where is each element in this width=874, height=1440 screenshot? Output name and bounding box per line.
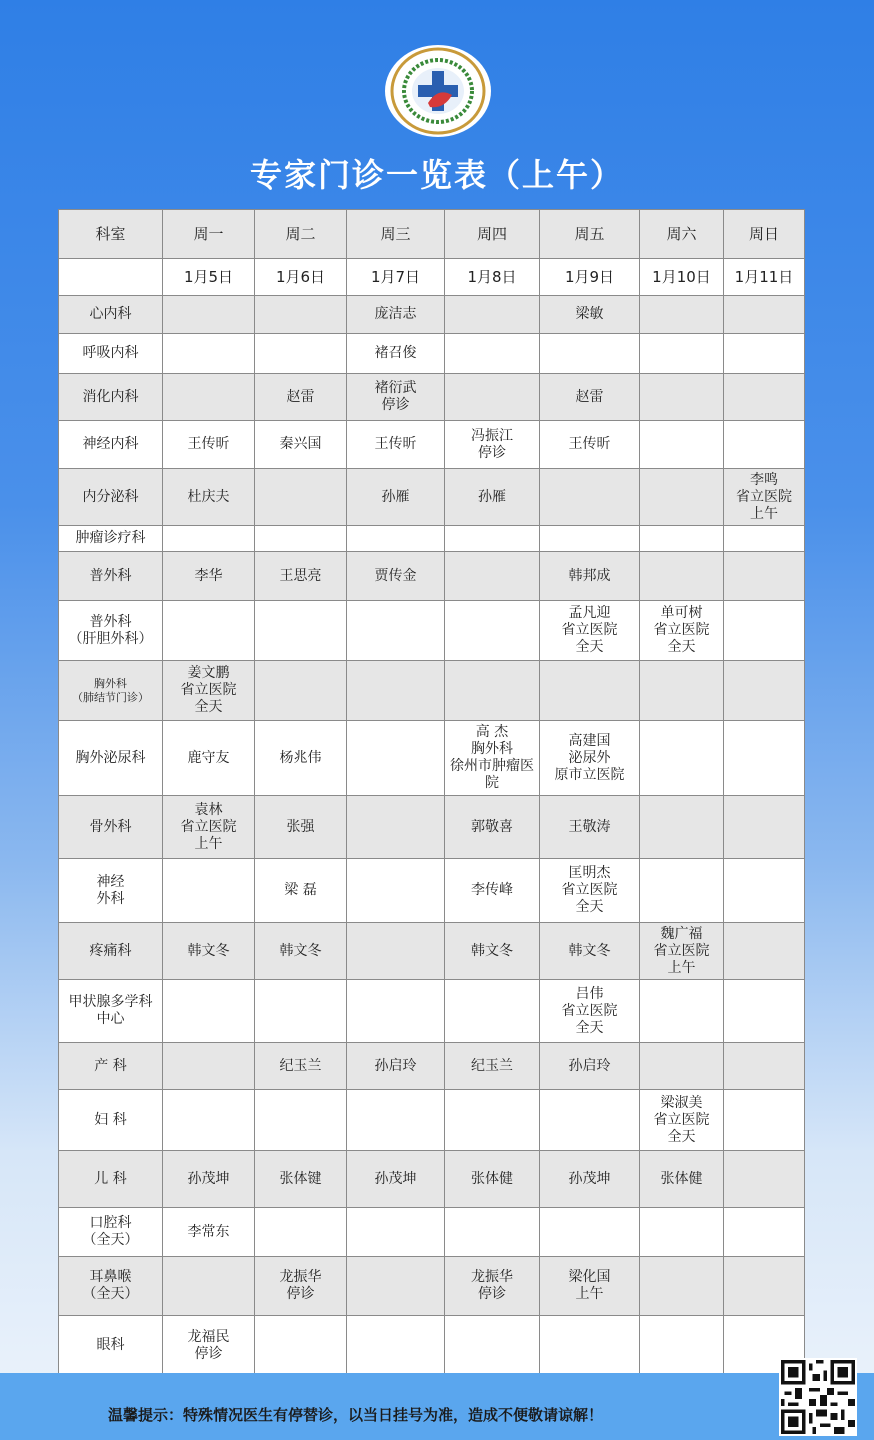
header-cell: 周一: [163, 210, 255, 259]
schedule-cell: 李华: [163, 552, 255, 601]
schedule-cell: [640, 661, 724, 721]
schedule-cell: 韩文冬: [163, 923, 255, 980]
schedule-cell: [640, 1043, 724, 1090]
schedule-cell: 王传昕: [347, 421, 445, 469]
schedule-cell: 韩文冬: [445, 923, 540, 980]
table-row: [59, 1208, 805, 1257]
schedule-cell: 王传昕: [540, 421, 640, 469]
schedule-cell: [724, 552, 805, 601]
schedule-cell: [255, 1090, 347, 1151]
dept-cell: 胸外科 （肺结节门诊）: [59, 661, 163, 721]
schedule-cell: 孟凡迎 省立医院 全天: [540, 601, 640, 661]
schedule-cell: 孙雁: [347, 469, 445, 526]
date-cell: 1月11日: [724, 259, 805, 296]
schedule-cell: [724, 859, 805, 923]
table-row: [59, 1090, 805, 1151]
schedule-cell: 姜文鹏 省立医院 全天: [163, 661, 255, 721]
schedule-cell: [445, 526, 540, 552]
schedule-cell: [640, 552, 724, 601]
schedule-cell: [724, 1208, 805, 1257]
table-row: [59, 721, 805, 796]
schedule-cell: 孙茂坤: [540, 1151, 640, 1208]
schedule-cell: [540, 526, 640, 552]
schedule-cell: 贾传金: [347, 552, 445, 601]
dept-cell: 神经内科: [59, 421, 163, 469]
schedule-cell: [255, 1208, 347, 1257]
qr-code: [779, 1358, 857, 1436]
schedule-cell: [445, 1090, 540, 1151]
schedule-cell: 吕伟 省立医院 全天: [540, 980, 640, 1043]
schedule-cell: [724, 334, 805, 374]
schedule-cell: [640, 859, 724, 923]
schedule-cell: [163, 601, 255, 661]
schedule-cell: 魏广福 省立医院 上午: [640, 923, 724, 980]
table-row: [59, 796, 805, 859]
schedule-cell: [640, 421, 724, 469]
schedule-cell: [163, 1090, 255, 1151]
dept-cell: 神经 外科: [59, 859, 163, 923]
dept-cell: 妇 科: [59, 1090, 163, 1151]
schedule-cell: 秦兴国: [255, 421, 347, 469]
schedule-cell: [724, 421, 805, 469]
schedule-cell: 孙启玲: [540, 1043, 640, 1090]
schedule-cell: [640, 980, 724, 1043]
schedule-cell: 韩文冬: [255, 923, 347, 980]
schedule-cell: [724, 601, 805, 661]
schedule-cell: 梁敏: [540, 296, 640, 334]
schedule-cell: 孙茂坤: [347, 1151, 445, 1208]
schedule-cell: 赵雷: [540, 374, 640, 421]
schedule-cell: [640, 1208, 724, 1257]
schedule-cell: [347, 859, 445, 923]
schedule-table: [58, 209, 805, 1376]
schedule-cell: [255, 1316, 347, 1376]
schedule-cell: [724, 374, 805, 421]
dept-cell: 消化内科: [59, 374, 163, 421]
schedule-cell: 褚衍武 停诊: [347, 374, 445, 421]
schedule-cell: [724, 661, 805, 721]
schedule-cell: [347, 601, 445, 661]
schedule-cell: 郭敬喜: [445, 796, 540, 859]
schedule-cell: 李鸣 省立医院 上午: [724, 469, 805, 526]
dept-cell: 呼吸内科: [59, 334, 163, 374]
schedule-cell: 李传峰: [445, 859, 540, 923]
schedule-cell: 王敬涛: [540, 796, 640, 859]
header-cell: 周五: [540, 210, 640, 259]
hospital-logo: [385, 45, 491, 137]
schedule-cell: [445, 980, 540, 1043]
schedule-cell: [163, 980, 255, 1043]
table-row: [59, 1043, 805, 1090]
date-cell: 1月7日: [347, 259, 445, 296]
schedule-cell: 张体键: [255, 1151, 347, 1208]
schedule-cell: [724, 721, 805, 796]
schedule-cell: [347, 1090, 445, 1151]
schedule-cell: 赵雷: [255, 374, 347, 421]
schedule-cell: [540, 661, 640, 721]
schedule-cell: [724, 1257, 805, 1316]
dept-cell: 普外科: [59, 552, 163, 601]
schedule-cell: [163, 526, 255, 552]
schedule-cell: [640, 721, 724, 796]
date-cell: 1月9日: [540, 259, 640, 296]
schedule-cell: [724, 980, 805, 1043]
schedule-cell: [540, 1090, 640, 1151]
schedule-cell: [724, 796, 805, 859]
header-cell: 周三: [347, 210, 445, 259]
table-row: [59, 469, 805, 526]
schedule-cell: [640, 374, 724, 421]
schedule-cell: [640, 296, 724, 334]
schedule-cell: [347, 526, 445, 552]
schedule-cell: 袁林 省立医院 上午: [163, 796, 255, 859]
table-row: [59, 374, 805, 421]
date-cell: 1月8日: [445, 259, 540, 296]
schedule-cell: 龙振华 停诊: [255, 1257, 347, 1316]
table-row: [59, 859, 805, 923]
table-date-row: [59, 259, 805, 296]
hospital-logo-icon: [390, 47, 486, 135]
dept-cell: 耳鼻喉 （全天）: [59, 1257, 163, 1316]
dept-cell: 儿 科: [59, 1151, 163, 1208]
schedule-cell: [163, 334, 255, 374]
header-cell: 周二: [255, 210, 347, 259]
dept-cell: 眼科: [59, 1316, 163, 1376]
schedule-cell: 杨兆伟: [255, 721, 347, 796]
schedule-cell: [445, 601, 540, 661]
schedule-cell: 梁淑美 省立医院 全天: [640, 1090, 724, 1151]
schedule-cell: [640, 1257, 724, 1316]
schedule-cell: 李常东: [163, 1208, 255, 1257]
schedule-cell: [347, 1257, 445, 1316]
schedule-cell: [347, 796, 445, 859]
table-row: [59, 601, 805, 661]
table-row: [59, 1257, 805, 1316]
schedule-cell: [347, 1208, 445, 1257]
schedule-cell: [724, 923, 805, 980]
schedule-cell: [724, 1043, 805, 1090]
schedule-cell: 纪玉兰: [255, 1043, 347, 1090]
table-row: [59, 421, 805, 469]
schedule-cell: [724, 296, 805, 334]
schedule-cell: [255, 980, 347, 1043]
dept-cell: 口腔科 （全天）: [59, 1208, 163, 1257]
schedule-cell: 匡明杰 省立医院 全天: [540, 859, 640, 923]
schedule-cell: [347, 923, 445, 980]
schedule-cell: [255, 601, 347, 661]
header-cell: 周日: [724, 210, 805, 259]
date-cell: 1月10日: [640, 259, 724, 296]
schedule-cell: 褚召俊: [347, 334, 445, 374]
schedule-cell: 孙茂坤: [163, 1151, 255, 1208]
table-header-row: [59, 210, 805, 259]
dept-cell: 胸外泌尿科: [59, 721, 163, 796]
schedule-cell: 鹿守友: [163, 721, 255, 796]
schedule-cell: 孙雁: [445, 469, 540, 526]
schedule-cell: [163, 296, 255, 334]
dept-cell: 肿瘤诊疗科: [59, 526, 163, 552]
schedule-cell: [640, 469, 724, 526]
schedule-cell: [347, 980, 445, 1043]
schedule-cell: [724, 526, 805, 552]
schedule-cell: 高建国 泌尿外 原市立医院: [540, 721, 640, 796]
date-cell: 1月5日: [163, 259, 255, 296]
schedule-cell: 张体健: [640, 1151, 724, 1208]
dept-cell: 疼痛科: [59, 923, 163, 980]
table-row: [59, 980, 805, 1043]
schedule-cell: [540, 1208, 640, 1257]
schedule-cell: 冯振江 停诊: [445, 421, 540, 469]
dept-cell: 骨外科: [59, 796, 163, 859]
schedule-cell: [163, 859, 255, 923]
table-row: [59, 661, 805, 721]
table-row: [59, 1151, 805, 1208]
schedule-cell: [445, 296, 540, 334]
schedule-cell: [540, 334, 640, 374]
schedule-cell: [445, 374, 540, 421]
table-row: [59, 334, 805, 374]
schedule-cell: 王传昕: [163, 421, 255, 469]
table-row: [59, 1316, 805, 1376]
schedule-cell: [347, 661, 445, 721]
schedule-cell: 梁化国 上午: [540, 1257, 640, 1316]
schedule-cell: [163, 1257, 255, 1316]
schedule-cell: [255, 469, 347, 526]
schedule-cell: [255, 334, 347, 374]
schedule-cell: 梁 磊: [255, 859, 347, 923]
schedule-cell: 杜庆夫: [163, 469, 255, 526]
table-row: [59, 296, 805, 334]
schedule-cell: [445, 661, 540, 721]
schedule-cell: [640, 796, 724, 859]
dept-cell: 心内科: [59, 296, 163, 334]
schedule-cell: [347, 1316, 445, 1376]
schedule-table-wrapper: [58, 209, 804, 1376]
schedule-cell: [540, 1316, 640, 1376]
schedule-cell: 单可树 省立医院 全天: [640, 601, 724, 661]
dept-cell: 产 科: [59, 1043, 163, 1090]
table-row: [59, 552, 805, 601]
schedule-cell: 龙福民 停诊: [163, 1316, 255, 1376]
schedule-cell: [445, 552, 540, 601]
schedule-cell: [540, 469, 640, 526]
schedule-cell: 张强: [255, 796, 347, 859]
schedule-cell: [255, 526, 347, 552]
header-cell: 周六: [640, 210, 724, 259]
table-row: [59, 923, 805, 980]
schedule-cell: 庞洁志: [347, 296, 445, 334]
schedule-cell: 高 杰 胸外科 徐州市肿瘤医 院: [445, 721, 540, 796]
dept-cell: 普外科 （肝胆外科）: [59, 601, 163, 661]
schedule-cell: [445, 1208, 540, 1257]
header-cell: 周四: [445, 210, 540, 259]
date-cell: [59, 259, 163, 296]
schedule-cell: [347, 721, 445, 796]
schedule-cell: 张体健: [445, 1151, 540, 1208]
schedule-cell: [163, 1043, 255, 1090]
schedule-cell: 韩邦成: [540, 552, 640, 601]
schedule-cell: [640, 334, 724, 374]
schedule-cell: [445, 334, 540, 374]
schedule-cell: 龙振华 停诊: [445, 1257, 540, 1316]
table-row: [59, 526, 805, 552]
schedule-cell: 纪玉兰: [445, 1043, 540, 1090]
date-cell: 1月6日: [255, 259, 347, 296]
schedule-cell: [640, 1316, 724, 1376]
qr-code-icon: [781, 1360, 855, 1434]
schedule-cell: [255, 296, 347, 334]
page-title: 专家门诊一览表（上午）: [249, 156, 624, 194]
dept-cell: 内分泌科: [59, 469, 163, 526]
schedule-cell: [163, 374, 255, 421]
schedule-cell: [640, 526, 724, 552]
schedule-cell: [255, 661, 347, 721]
schedule-cell: 王思亮: [255, 552, 347, 601]
footer-tip: 温馨提示：特殊情况医生有停替诊，以当日挂号为准，造成不便敬请谅解！: [108, 1406, 604, 1424]
schedule-cell: 孙启玲: [347, 1043, 445, 1090]
header-cell: 科室: [59, 210, 163, 259]
dept-cell: 甲状腺多学科 中心: [59, 980, 163, 1043]
schedule-cell: [724, 1151, 805, 1208]
schedule-cell: [724, 1090, 805, 1151]
schedule-cell: [445, 1316, 540, 1376]
schedule-cell: 韩文冬: [540, 923, 640, 980]
